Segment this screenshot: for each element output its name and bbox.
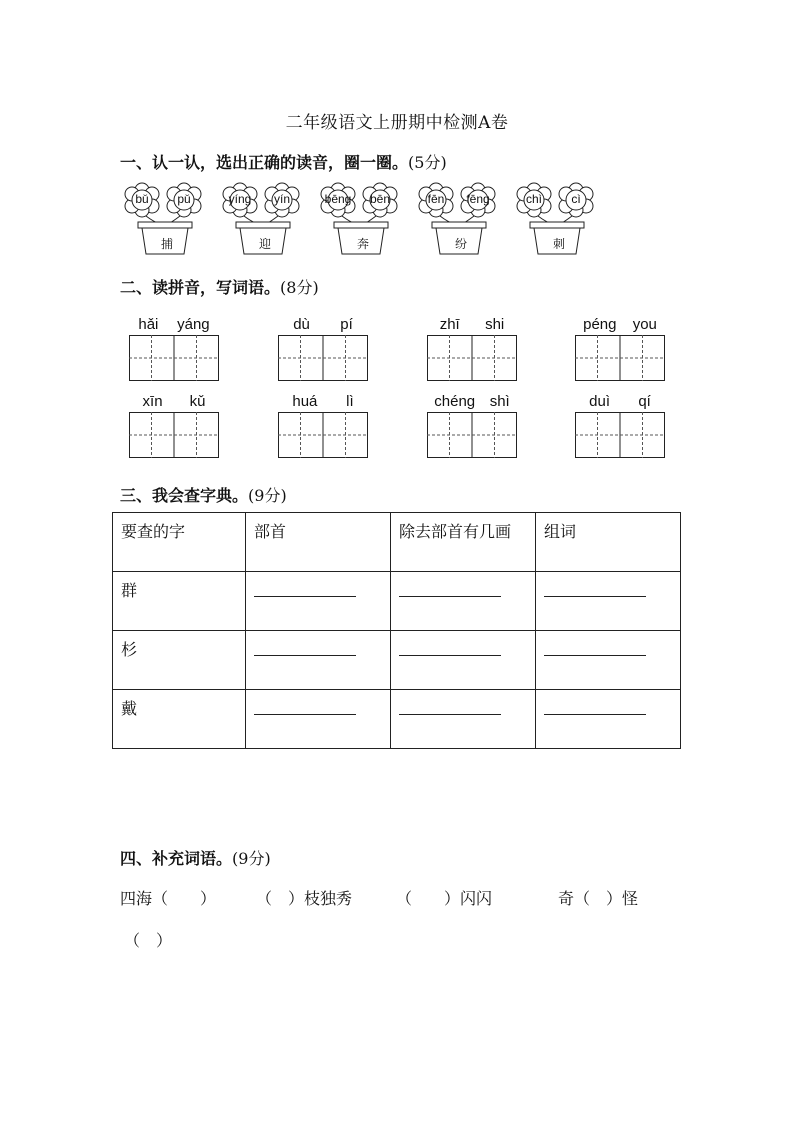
- pinyin-syllable: xīn: [142, 393, 163, 410]
- pinyin-label: [575, 316, 665, 333]
- answer-blank[interactable]: [254, 655, 356, 656]
- pinyin-label: [427, 393, 517, 410]
- pinyin-label: [278, 316, 368, 333]
- pinyin-option[interactable]: cì: [571, 192, 581, 206]
- pinyin-option[interactable]: bēng: [324, 192, 352, 206]
- section-4-heading: [120, 846, 271, 869]
- section-2-label: 二、读拼音，写词语。: [120, 278, 281, 297]
- flower-pot: [320, 182, 406, 256]
- fill-item[interactable]: 奇（ ）怪: [558, 889, 639, 908]
- writing-grid[interactable]: [129, 412, 219, 456]
- dictionary-table: [112, 512, 681, 749]
- header-cell: 要查的字: [113, 513, 246, 572]
- pinyin-syllable: kǔ: [189, 393, 206, 410]
- pinyin-syllable: shi: [485, 316, 505, 333]
- pinyin-option[interactable]: fēng: [466, 192, 490, 206]
- section-3-points: (9分): [248, 486, 287, 505]
- grid-lines: [575, 412, 665, 458]
- fill-item[interactable]: 四海（ ）: [120, 889, 217, 908]
- section-4-label: 四、补充词语。: [120, 849, 233, 868]
- pinyin-option[interactable]: bēn: [369, 192, 391, 206]
- answer-cell[interactable]: [536, 690, 681, 749]
- pinyin-label: [129, 316, 219, 333]
- header-cell: 组词: [536, 513, 681, 572]
- pinyin-syllable: chéng: [434, 393, 476, 410]
- pot-character: 刺: [552, 237, 565, 251]
- row-char: 群: [113, 572, 246, 631]
- pinyin-label: [278, 393, 368, 410]
- table-row: [113, 572, 681, 631]
- fill-item[interactable]: （ ）: [124, 931, 173, 950]
- flower-pot: [516, 182, 602, 256]
- answer-blank[interactable]: [399, 655, 501, 656]
- answer-cell[interactable]: [536, 572, 681, 631]
- answer-cell[interactable]: [246, 631, 391, 690]
- pinyin-syllable: yáng: [177, 316, 210, 333]
- section-2-points: (8分): [280, 278, 319, 297]
- fill-item[interactable]: （ ）枝独秀: [256, 889, 353, 908]
- grid-lines: [427, 335, 517, 381]
- grid-lines: [278, 335, 368, 381]
- answer-cell[interactable]: [246, 690, 391, 749]
- answer-cell[interactable]: [246, 572, 391, 631]
- section-2-heading: [120, 275, 319, 298]
- row-char: 杉: [113, 631, 246, 690]
- answer-cell[interactable]: [536, 631, 681, 690]
- grid-lines: [278, 412, 368, 458]
- answer-blank[interactable]: [399, 596, 501, 597]
- section-1-label: 一、认一认，选出正确的读音，圈一圈。: [120, 153, 409, 172]
- pinyin-syllable: qí: [638, 393, 651, 410]
- writing-grid[interactable]: [427, 412, 517, 456]
- header-cell: 除去部首有几画: [391, 513, 536, 572]
- table-header-row: [113, 513, 681, 572]
- pinyin-option[interactable]: yíng: [228, 192, 252, 206]
- answer-blank[interactable]: [544, 596, 646, 597]
- pinyin-option[interactable]: fēn: [427, 192, 445, 206]
- pinyin-option[interactable]: bǔ: [135, 192, 149, 206]
- pinyin-syllable: duì: [589, 393, 611, 410]
- pinyin-label: [575, 393, 665, 410]
- answer-blank[interactable]: [254, 596, 356, 597]
- answer-cell[interactable]: [391, 631, 536, 690]
- answer-cell[interactable]: [391, 572, 536, 631]
- writing-grid[interactable]: [575, 335, 665, 379]
- answer-cell[interactable]: [391, 690, 536, 749]
- writing-grid[interactable]: [129, 335, 219, 379]
- fill-item[interactable]: （ ）闪闪: [396, 889, 493, 908]
- pot-character: 捕: [160, 237, 173, 251]
- flower-pot: [222, 182, 308, 256]
- table-row: [113, 690, 681, 749]
- grid-lines: [575, 335, 665, 381]
- section-3-heading: [120, 483, 287, 506]
- pinyin-syllable: you: [632, 316, 657, 333]
- pinyin-option[interactable]: chì: [525, 192, 542, 206]
- flower-pot: [124, 182, 210, 256]
- pot-character: 纷: [454, 237, 467, 251]
- page-title: 二年级语文上册期中检测A卷: [285, 113, 509, 133]
- pinyin-option[interactable]: yín: [273, 192, 290, 206]
- answer-blank[interactable]: [399, 714, 501, 715]
- pinyin-syllable: pí: [340, 316, 353, 333]
- section-1-points: (5分): [408, 153, 447, 172]
- pinyin-syllable: lì: [346, 393, 354, 410]
- pinyin-label: [427, 316, 517, 333]
- pinyin-syllable: zhī: [439, 316, 460, 333]
- pinyin-syllable: hǎi: [138, 316, 159, 333]
- pot-character: 奔: [356, 237, 369, 251]
- pinyin-syllable: dù: [293, 316, 310, 333]
- answer-blank[interactable]: [544, 655, 646, 656]
- pinyin-option[interactable]: pǔ: [177, 192, 191, 206]
- table-row: [113, 631, 681, 690]
- writing-grid[interactable]: [427, 335, 517, 379]
- pot-character: 迎: [258, 237, 271, 251]
- writing-grid[interactable]: [575, 412, 665, 456]
- writing-grid[interactable]: [278, 412, 368, 456]
- pinyin-syllable: shì: [489, 393, 510, 410]
- flower-pot: [418, 182, 504, 256]
- pinyin-syllable: péng: [583, 316, 617, 333]
- answer-blank[interactable]: [544, 714, 646, 715]
- section-1-heading: [120, 150, 447, 173]
- pinyin-syllable: huá: [292, 393, 318, 410]
- section-4-points: (9分): [232, 849, 271, 868]
- writing-grid[interactable]: [278, 335, 368, 379]
- answer-blank[interactable]: [254, 714, 356, 715]
- grid-lines: [427, 412, 517, 458]
- grid-lines: [129, 412, 219, 458]
- row-char: 戴: [113, 690, 246, 749]
- grid-lines: [129, 335, 219, 381]
- header-cell: 部首: [246, 513, 391, 572]
- pinyin-label: [129, 393, 219, 410]
- section-3-label: 三、我会查字典。: [120, 486, 249, 505]
